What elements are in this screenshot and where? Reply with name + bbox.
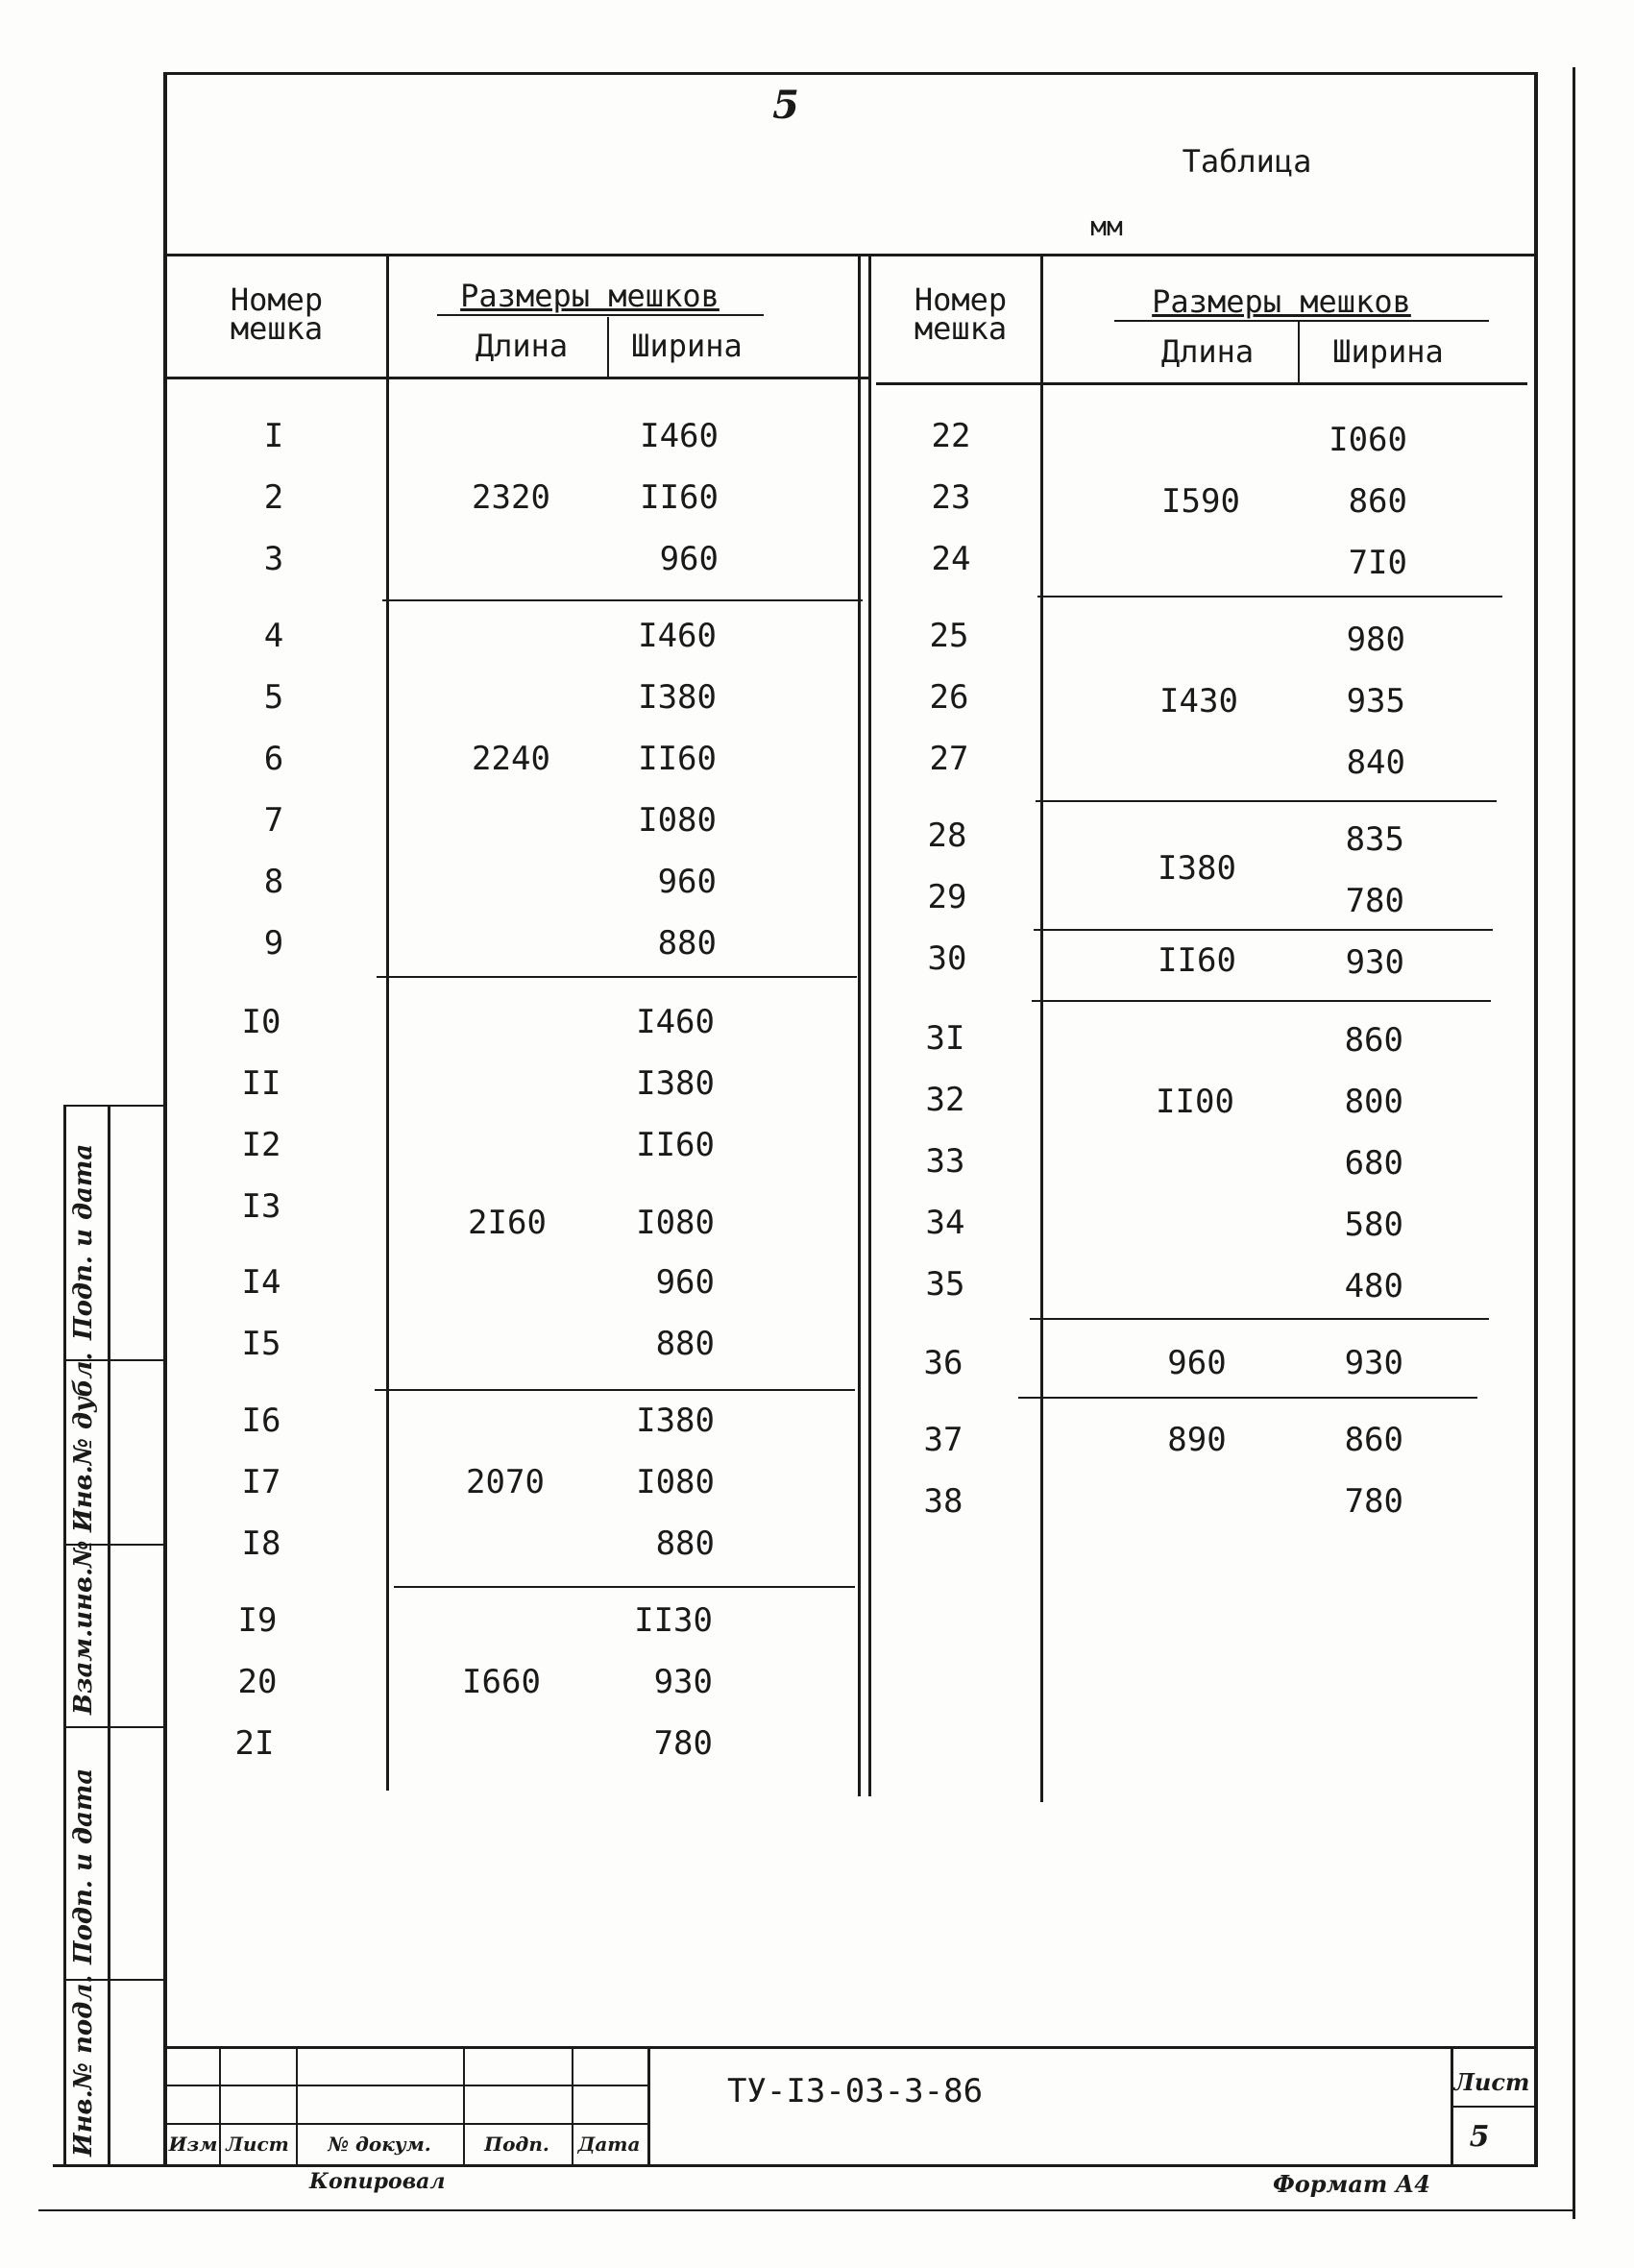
left-width-value: I460	[638, 617, 717, 655]
right-bag-number-header-1: Номер	[914, 281, 1008, 318]
sheet-label: Лист	[1453, 2068, 1530, 2096]
left-width-value: 960	[655, 1263, 715, 1302]
right-bag-number: 29	[927, 878, 967, 916]
col-label-sheet: Лист	[226, 2133, 289, 2156]
left-length-header: Длина	[475, 328, 569, 364]
stamp-divider	[63, 1726, 167, 1728]
right-sizes-header: Размеры мешков	[1152, 283, 1411, 320]
left-sizes-underline	[437, 314, 764, 316]
right-length-value: 960	[1167, 1344, 1227, 1382]
left-width-value: I080	[636, 1204, 715, 1242]
right-bag-number: 34	[925, 1204, 965, 1242]
left-bag-number: 2	[263, 478, 284, 517]
frame-right	[1534, 72, 1538, 2166]
table-caption: Таблица	[1182, 143, 1312, 180]
left-width-value: 960	[659, 540, 719, 578]
right-width-value: 980	[1346, 621, 1405, 659]
left-width-value: I380	[636, 1402, 715, 1440]
left-length-value: I660	[462, 1663, 541, 1701]
left-width-value: 880	[655, 1524, 715, 1563]
center-double-rule-b	[868, 254, 871, 1796]
titleblock-col	[572, 2046, 573, 2166]
right-length-header: Длина	[1160, 333, 1255, 370]
right-group-separator	[1032, 1000, 1491, 1002]
col-label-change: Изм	[168, 2133, 218, 2156]
copied-label: Копировал	[309, 2169, 446, 2194]
right-bag-number: 26	[929, 678, 969, 717]
left-width-value: I460	[636, 1003, 715, 1041]
right-bag-number: 38	[923, 1482, 963, 1521]
right-width-value: I060	[1329, 421, 1407, 459]
right-length-value: II60	[1158, 941, 1236, 980]
left-bag-number: 4	[263, 617, 284, 655]
titleblock-col	[296, 2046, 298, 2166]
left-bag-number: I9	[237, 1601, 278, 1640]
right-width-value: 580	[1344, 1206, 1403, 1244]
left-bag-number: 5	[263, 678, 284, 717]
right-width-value: 480	[1344, 1267, 1403, 1305]
left-bag-number: II	[241, 1064, 281, 1103]
right-length-value: I380	[1158, 849, 1236, 888]
right-width-header: Ширина	[1332, 333, 1444, 370]
left-width-header: Ширина	[631, 328, 743, 364]
right-width-value: 835	[1345, 820, 1404, 859]
frame-top	[163, 72, 1537, 75]
right-width-value: 680	[1344, 1144, 1403, 1183]
left-length-value: 2320	[472, 478, 550, 517]
titleblock-col	[463, 2046, 465, 2166]
stamp-inner-divider	[108, 1105, 110, 2166]
right-bag-number: 37	[923, 1421, 963, 1459]
titleblock-row	[167, 2085, 647, 2086]
left-col-divider	[386, 254, 389, 1791]
stamp-label-sign-date-2: Подп. и дата	[69, 1768, 98, 1964]
stamp-top	[63, 1105, 167, 1107]
left-group-separator	[377, 976, 857, 978]
right-col-divider	[1040, 254, 1043, 1802]
left-bag-number: 20	[237, 1663, 278, 1701]
table-top-rule	[167, 254, 1534, 256]
sheet-cell-divider	[1451, 2106, 1534, 2108]
left-width-value: I080	[636, 1463, 715, 1501]
left-width-value: II60	[636, 1126, 715, 1164]
right-bag-number: 23	[931, 478, 971, 517]
right-bag-number-header-2: мешка	[914, 310, 1008, 347]
format-label: Формат А4	[1273, 2170, 1430, 2198]
stamp-label-dup-inv: Инв.№ дубл.	[69, 1352, 98, 1532]
unit-label: мм	[1090, 210, 1123, 242]
right-width-value: 800	[1344, 1083, 1403, 1121]
left-bag-number: 3	[263, 540, 284, 578]
right-width-value: 860	[1348, 482, 1407, 521]
left-width-value: 960	[657, 863, 717, 901]
right-group-separator	[1018, 1397, 1477, 1399]
left-width-value: II60	[640, 478, 719, 517]
right-width-value: 840	[1346, 744, 1405, 782]
right-bag-number: 35	[925, 1265, 965, 1304]
right-bag-number: 27	[929, 740, 969, 778]
left-bag-number: 9	[263, 924, 284, 963]
left-length-value: 2070	[466, 1463, 545, 1501]
left-bag-number: I5	[241, 1325, 281, 1363]
right-length-value: I430	[1159, 682, 1238, 720]
right-length-value: 890	[1167, 1421, 1227, 1459]
left-bag-number-header-1: Номер	[230, 281, 324, 318]
left-width-value: 880	[657, 924, 717, 963]
frame-left	[163, 72, 167, 2166]
right-width-value: 860	[1344, 1021, 1403, 1060]
right-bag-number: 33	[925, 1142, 965, 1181]
titleblock-col	[647, 2046, 650, 2166]
center-double-rule-a	[858, 254, 861, 1796]
right-width-value: 935	[1346, 682, 1405, 720]
document-code: ТУ-I3-03-3-86	[726, 2072, 984, 2110]
left-width-value: II30	[634, 1601, 713, 1640]
right-width-value: 860	[1344, 1421, 1403, 1459]
right-bag-number: 32	[925, 1081, 965, 1119]
left-width-value: 780	[653, 1724, 713, 1763]
left-bag-number: I	[263, 417, 284, 455]
left-bag-number: I7	[241, 1463, 281, 1501]
left-bag-number: 2I	[234, 1724, 275, 1763]
right-bag-number: 36	[923, 1344, 963, 1382]
right-length-value: I590	[1161, 482, 1240, 521]
left-width-value: I380	[636, 1064, 715, 1103]
right-group-separator	[1030, 1318, 1489, 1320]
right-width-value: 780	[1344, 1482, 1403, 1521]
left-bag-number: I4	[241, 1263, 281, 1302]
left-width-value: 880	[655, 1325, 715, 1363]
stamp-outer-left	[63, 1105, 66, 2166]
left-bag-number-header-2: мешка	[230, 310, 324, 347]
stamp-label-orig-inv: Инв.№ подл.	[69, 1974, 98, 2157]
left-width-value: I080	[638, 801, 717, 840]
right-bag-number: 22	[931, 417, 971, 455]
left-width-value: I460	[640, 417, 719, 455]
titleblock-col	[219, 2046, 221, 2166]
left-width-value: 930	[653, 1663, 713, 1701]
right-sizes-underline	[1114, 320, 1489, 322]
right-width-value: 780	[1345, 882, 1404, 920]
right-group-separator	[1034, 929, 1493, 931]
right-bag-number: 28	[927, 817, 967, 855]
right-length-value: II00	[1156, 1083, 1234, 1121]
right-width-value: 930	[1345, 943, 1404, 982]
left-length-width-divider	[607, 317, 609, 378]
left-width-value: II60	[638, 740, 717, 778]
col-label-date: Дата	[577, 2133, 641, 2156]
left-group-separator	[394, 1586, 855, 1588]
left-group-separator	[382, 599, 863, 601]
right-bag-number: 3I	[925, 1019, 965, 1058]
left-bag-number: I0	[241, 1003, 281, 1041]
left-bag-number: I8	[241, 1524, 281, 1563]
left-bag-number: I2	[241, 1126, 281, 1164]
right-width-value: 930	[1344, 1344, 1403, 1382]
left-bag-number: I6	[241, 1402, 281, 1440]
titleblock-top	[167, 2046, 1534, 2049]
col-label-doc-number: № докум.	[328, 2133, 431, 2156]
stamp-label-sign-date: Подп. и дата	[69, 1143, 98, 1340]
left-header-bottom-rule	[167, 377, 868, 379]
right-length-width-divider	[1298, 322, 1300, 385]
page-number-top: 5	[772, 83, 799, 128]
right-bag-number: 24	[931, 540, 971, 578]
right-bag-number: 30	[927, 939, 967, 978]
left-length-value: 2I60	[468, 1204, 547, 1242]
right-bag-number: 25	[929, 617, 969, 655]
frame-bottom	[53, 2164, 1538, 2167]
left-bag-number: 7	[263, 801, 284, 840]
left-bag-number: 8	[263, 863, 284, 901]
outer-edge-bottom	[38, 2209, 1575, 2211]
col-label-signature: Подп.	[484, 2133, 549, 2156]
right-group-separator	[1037, 596, 1502, 597]
stamp-label-replace-inv: Взам.инв.№	[69, 1540, 98, 1715]
right-header-bottom-rule	[876, 382, 1527, 385]
left-group-separator	[375, 1389, 855, 1391]
titleblock-row	[167, 2123, 647, 2125]
left-bag-number: 6	[263, 740, 284, 778]
left-width-value: I380	[638, 678, 717, 717]
left-sizes-header: Размеры мешков	[460, 278, 719, 314]
left-bag-number: I3	[241, 1187, 281, 1226]
sheet-number: 5	[1469, 2120, 1490, 2154]
left-length-value: 2240	[472, 740, 550, 778]
outer-edge-right	[1573, 67, 1575, 2219]
right-group-separator	[1036, 800, 1497, 802]
right-width-value: 7I0	[1348, 544, 1407, 582]
